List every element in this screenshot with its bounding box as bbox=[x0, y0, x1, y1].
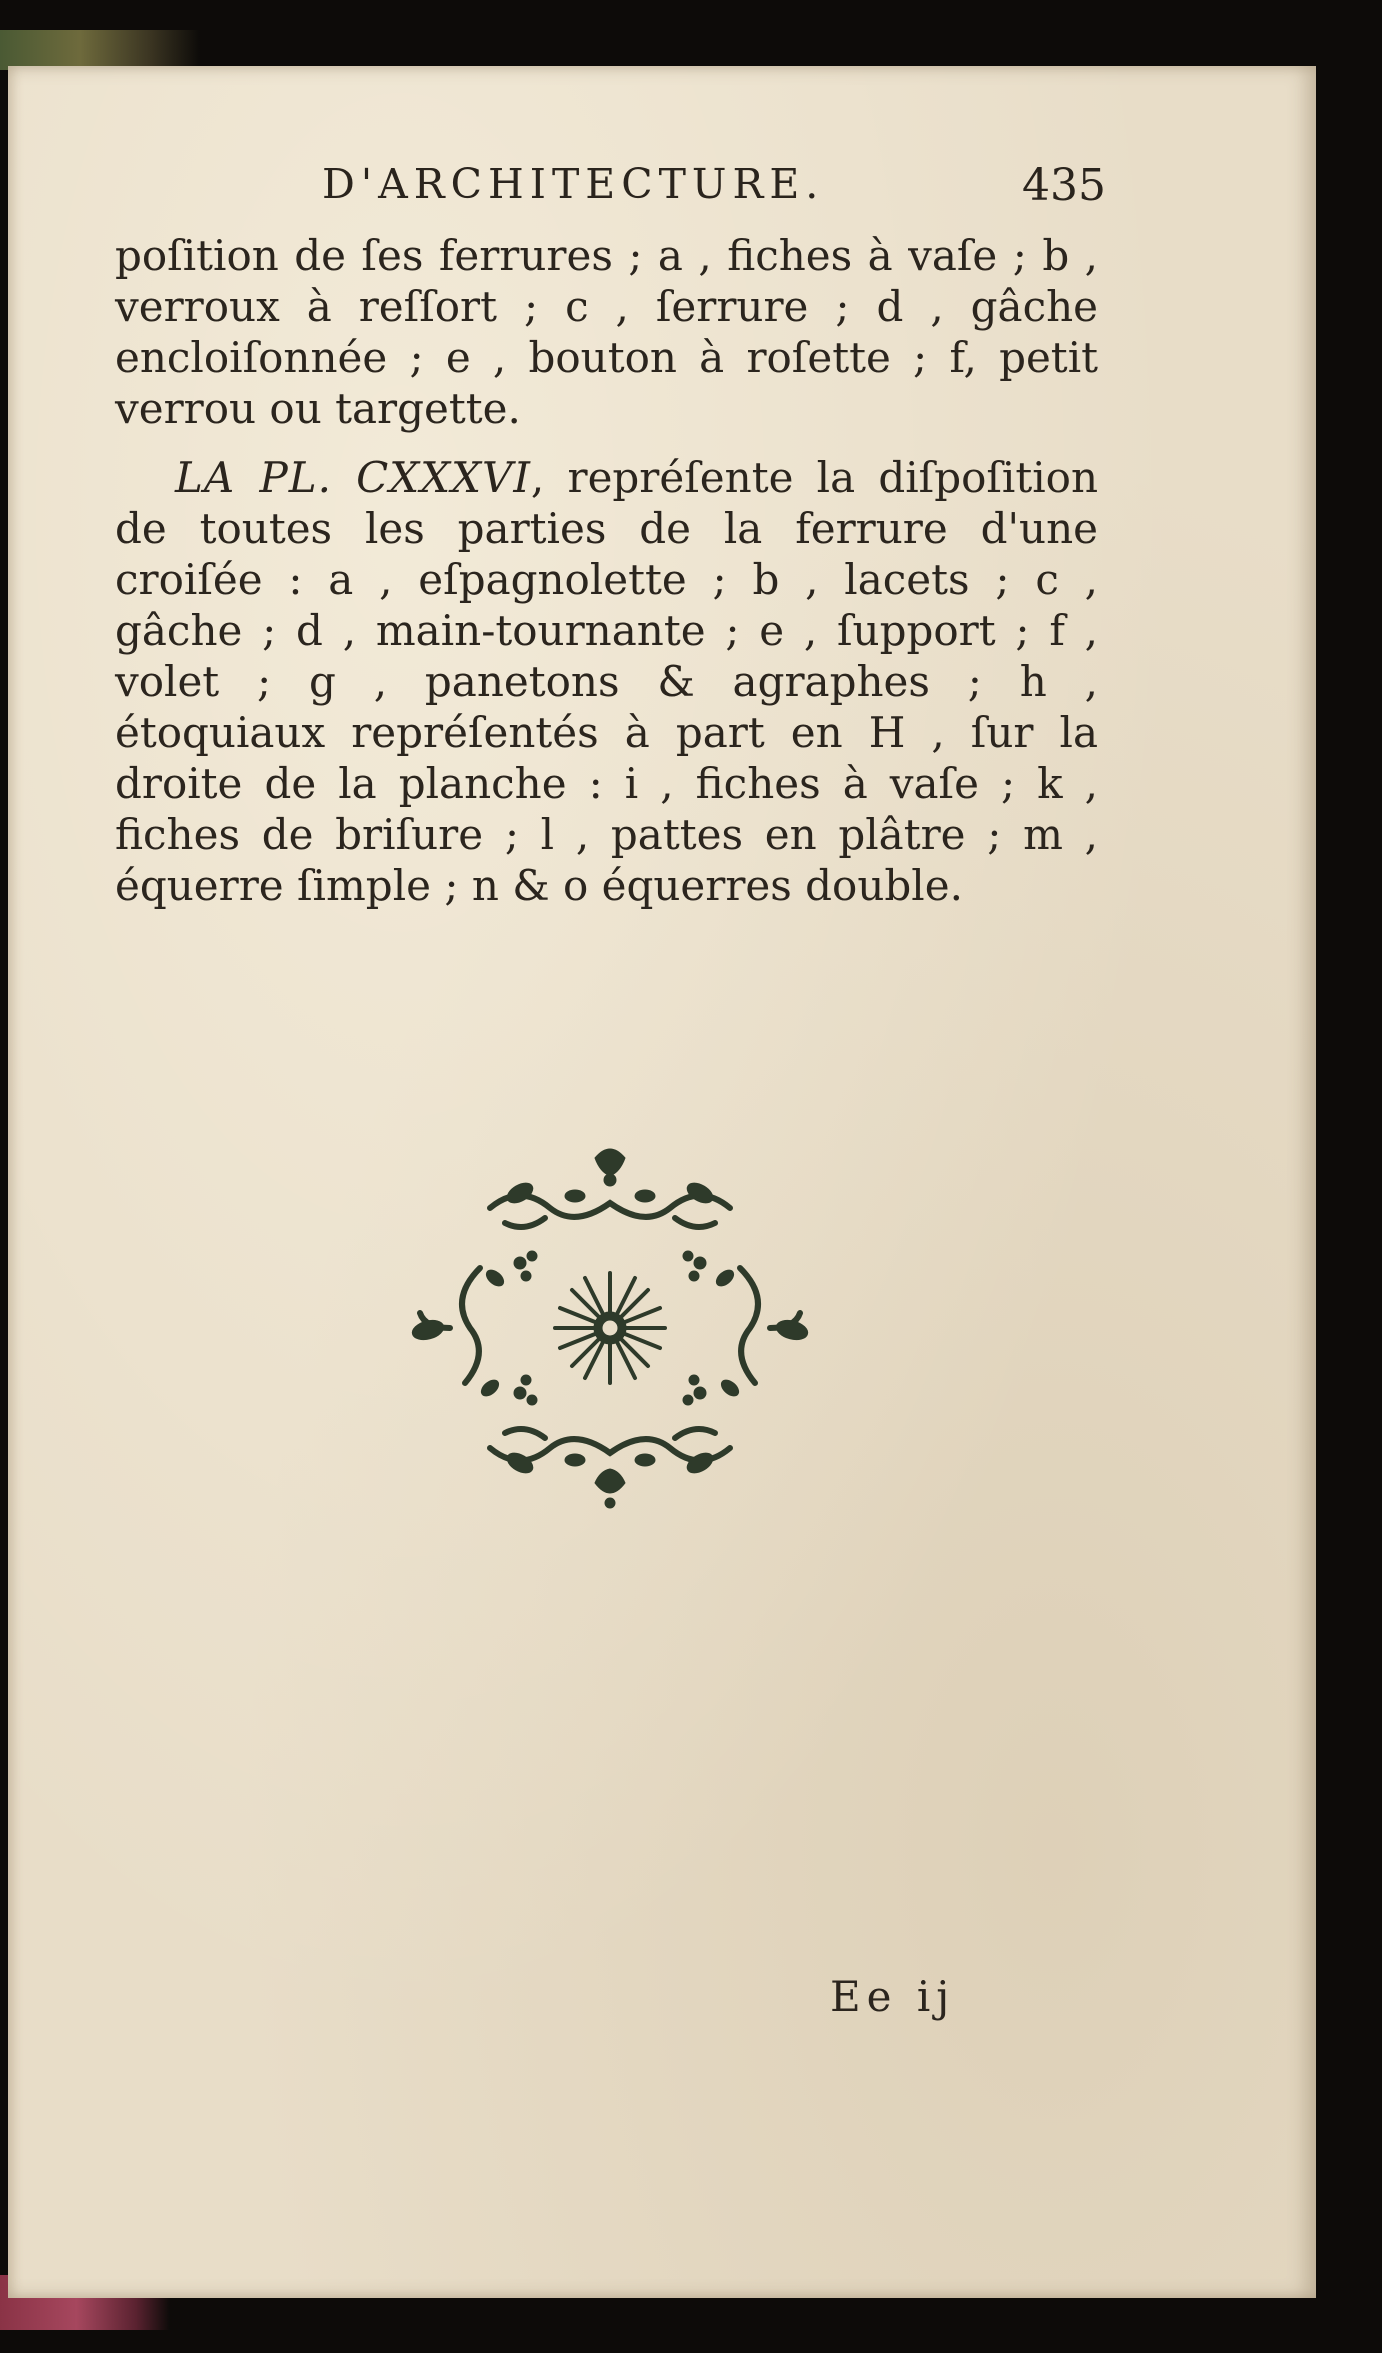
page-number: 435 bbox=[1022, 160, 1106, 211]
plate-reference: LA PL. CXXXVI bbox=[175, 453, 531, 502]
paragraph-2 bbox=[115, 452, 1098, 911]
ornament-crown bbox=[595, 1149, 625, 1186]
ornament-rosette bbox=[555, 1273, 665, 1383]
paragraph-1-text: poſition de ſes ferrures ; a , fiches à vaſe ; b , verroux à reſſort ; c , ſerrure ; d , gâche encloiſonnée ; e , bouton à roſette ; f, petit verrou ou targette. bbox=[115, 231, 1098, 433]
paragraph-2-text: , repréſente la diſpoſition de toutes les parties de la ferrure d'une croiſée : a , eſpagnolette ; b , lacets ; c , gâche ; d , main-tournante ; e , ſupport ; f , volet ; g , panetons & agraphes ; h , étoquiaux repréſentés à part en H , ſur la droite de la planche : i , fiches à vaſe ; k , fiches de briſure ; l , pattes en plâtre ; m , équerre ſimple ; n & o équerres double. bbox=[115, 453, 1098, 910]
ornament-top-band bbox=[490, 1196, 730, 1228]
running-head: D'ARCHITECTURE. bbox=[322, 160, 825, 208]
paragraph-1 bbox=[115, 230, 1098, 434]
floral-ornament-icon bbox=[400, 1138, 820, 1518]
signature-mark: Ee ij bbox=[830, 1972, 956, 2021]
cover-edge-top bbox=[0, 30, 200, 70]
ornament-pendant bbox=[595, 1469, 625, 1508]
ornament-bottom-band bbox=[490, 1429, 730, 1461]
